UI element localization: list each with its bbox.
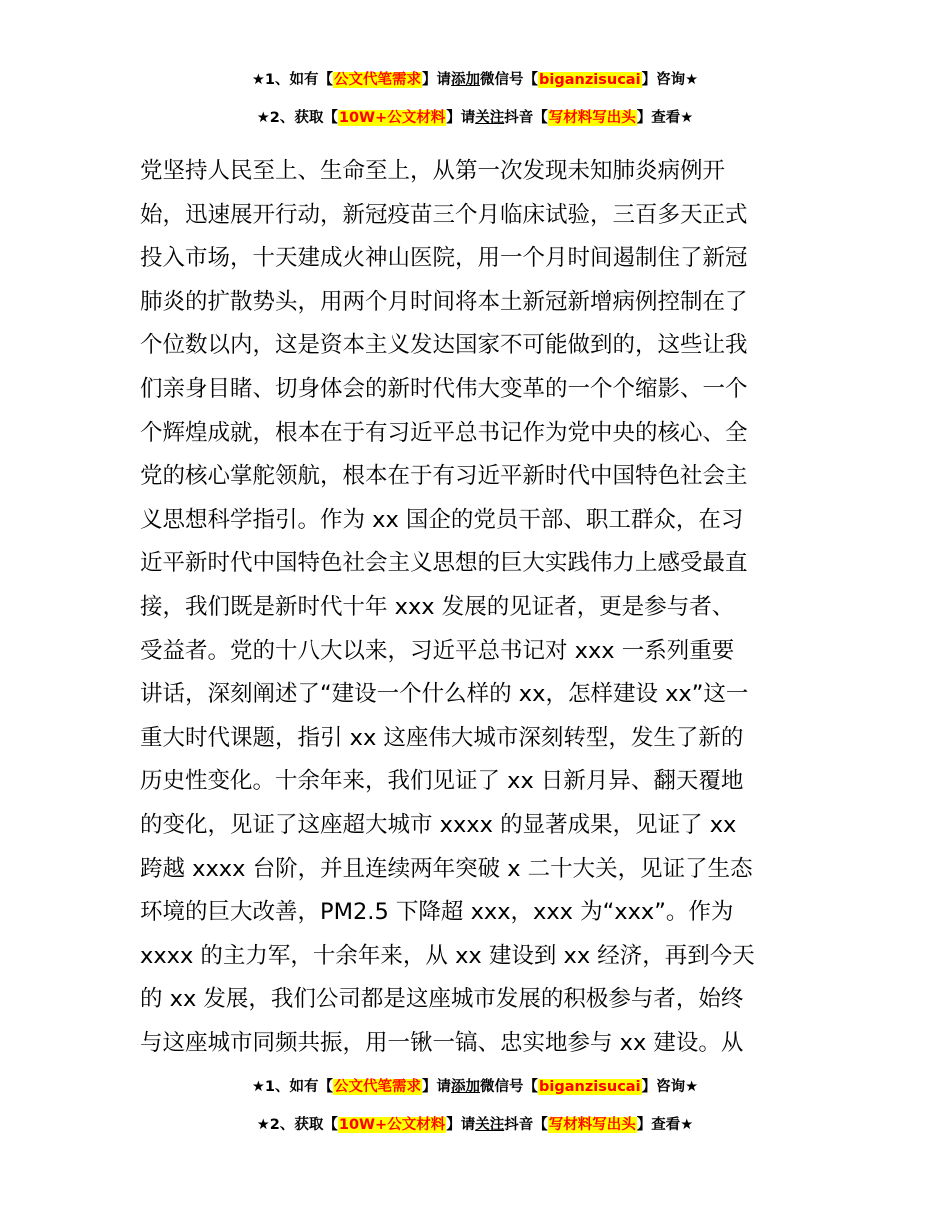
- body-paragraph: [140, 150, 815, 1065]
- body-line: 近平新时代中国特色社会主义思想的巨大实践伟力上感受最直: [140, 550, 748, 577]
- banner-text: ★1、如有【: [251, 72, 334, 88]
- highlight-tag: biganzisucai: [539, 1079, 641, 1095]
- header-banner-line-1: [0, 68, 950, 92]
- banner-text: 】咨询★: [641, 1079, 699, 1095]
- header-banner-line-2: [0, 106, 950, 130]
- banner-text: ★2、获取【: [256, 110, 338, 126]
- body-line: 讲话，深刻阐述了“建设一个什么样的 xx，怎样建设 xx”这一: [140, 681, 749, 708]
- banner-text: 】咨询★: [641, 72, 699, 88]
- banner-text: 抖音【: [504, 1117, 548, 1133]
- banner-text: 】查看★: [636, 1117, 694, 1133]
- banner-text: 微信号【: [480, 72, 539, 88]
- banner-text: ★2、获取【: [256, 1117, 338, 1133]
- body-line: 环境的巨大改善，PM2.5 下降超 xxx，xxx 为“xxx”。作为: [140, 899, 734, 926]
- body-line: 的变化，见证了这座超大城市 xxxx 的显著成果，见证了 xx: [140, 811, 737, 838]
- banner-text: ★1、如有【: [251, 1079, 334, 1095]
- body-line: 始，迅速展开行动，新冠疫苗三个月临床试验，三百多天正式: [140, 201, 748, 228]
- highlight-tag: 公文代笔需求: [334, 72, 422, 88]
- body-line: 与这座城市同频共振，用一锹一镐、忠实地参与 xx 建设。从: [140, 1029, 744, 1056]
- body-line: 接，我们既是新时代十年 xxx 发展的见证者，更是参与者、: [140, 593, 735, 620]
- body-line: 受益者。党的十八大以来，习近平总书记对 xxx 一系列重要: [140, 637, 735, 664]
- underlined-text: 添加: [451, 72, 481, 88]
- body-line: 个位数以内，这是资本主义发达国家不可能做到的，这些让我: [140, 332, 748, 359]
- highlight-tag: 写材料写出头: [548, 110, 636, 126]
- body-line: 的 xx 发展，我们公司都是这座城市发展的积极参与者，始终: [140, 986, 744, 1013]
- body-line: 党坚持人民至上、生命至上，从第一次发现未知肺炎病例开: [140, 158, 726, 184]
- highlight-tag: biganzisucai: [539, 72, 641, 88]
- banner-text: 】查看★: [636, 110, 694, 126]
- banner-text: 】请: [446, 110, 476, 126]
- banner-text: 微信号【: [480, 1079, 539, 1095]
- banner-text: 抖音【: [504, 110, 548, 126]
- body-line: 义思想科学指引。作为 xx 国企的党员干部、职工群众，在习: [140, 506, 744, 533]
- banner-text: 】请: [446, 1117, 476, 1133]
- highlight-tag: 公文代笔需求: [334, 1079, 422, 1095]
- body-line: 肺炎的扩散势头，用两个月时间将本土新冠新增病例控制在了: [140, 288, 748, 315]
- banner-text: 】请: [422, 1079, 452, 1095]
- footer-banner-line-2: [0, 1113, 950, 1137]
- body-line: 历史性变化。十余年来，我们见证了 xx 日新月异、翻天覆地: [140, 768, 744, 795]
- highlight-tag: 10W+公文材料: [338, 110, 446, 126]
- banner-text: 】请: [422, 72, 452, 88]
- highlight-tag: 写材料写出头: [548, 1117, 636, 1133]
- body-line: 们亲身目睹、切身体会的新时代伟大变革的一个个缩影、一个: [140, 375, 748, 402]
- body-line: 重大时代课题，指引 xx 这座伟大城市深刻转型，发生了新的: [140, 724, 744, 751]
- footer-banner-line-1: [0, 1075, 950, 1099]
- body-line: 跨越 xxxx 台阶，并且连续两年突破 x 二十大关，见证了生态: [140, 855, 753, 882]
- body-line: xxxx 的主力军，十余年来，从 xx 建设到 xx 经济，再到今天: [140, 942, 755, 969]
- underlined-text: 添加: [451, 1079, 481, 1095]
- underlined-text: 关注: [475, 1117, 505, 1133]
- highlight-tag: 10W+公文材料: [338, 1117, 446, 1133]
- underlined-text: 关注: [475, 110, 505, 126]
- body-line: 党的核心掌舵领航，根本在于有习近平新时代中国特色社会主: [140, 463, 748, 490]
- body-line: 个辉煌成就，根本在于有习近平总书记作为党中央的核心、全: [140, 419, 748, 446]
- body-line: 投入市场，十天建成火神山医院，用一个月时间遏制住了新冠: [140, 245, 748, 272]
